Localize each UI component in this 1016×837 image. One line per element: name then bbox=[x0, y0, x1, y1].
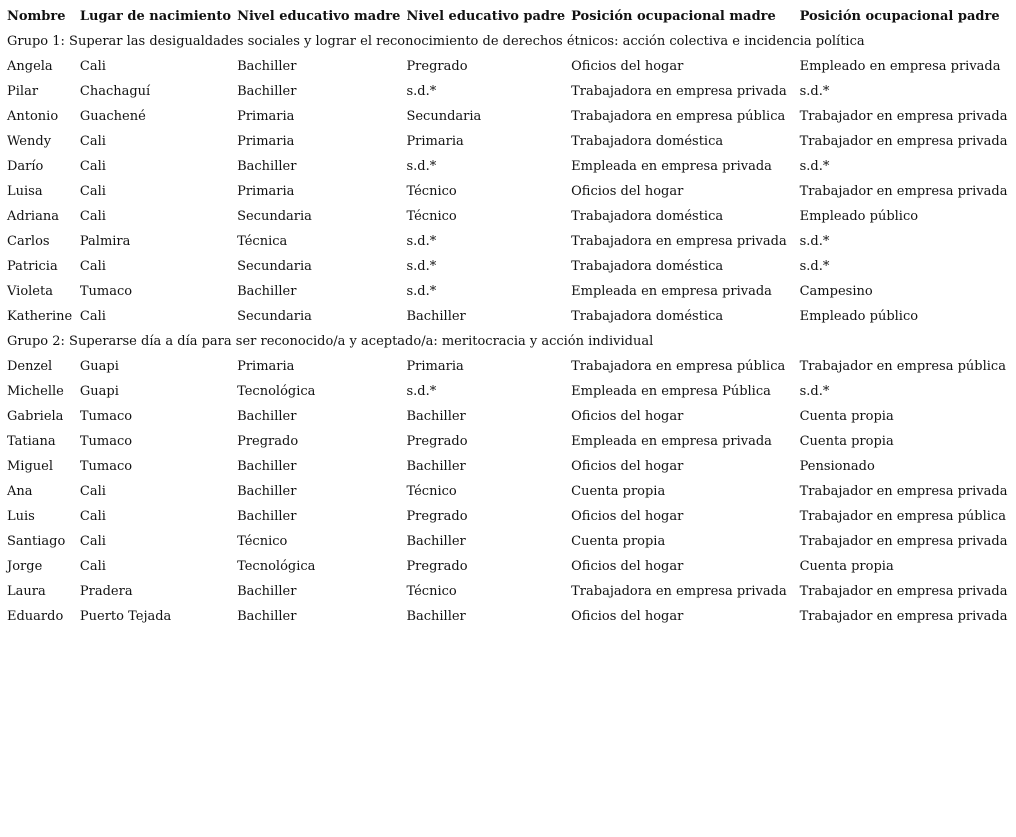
cell-lugar-de-nacimiento: Chachaguí bbox=[79, 84, 151, 99]
cell-posicion-ocupacional-padre: s.d.* bbox=[799, 259, 830, 274]
cell-posicion-ocupacional-madre: Empleada en empresa privada bbox=[571, 284, 772, 299]
cell-posicion-ocupacional-padre: s.d.* bbox=[799, 84, 830, 99]
cell-nivel-educativo-madre: Primaria bbox=[237, 359, 295, 374]
cell-posicion-ocupacional-madre: Oficios del hogar bbox=[571, 459, 684, 474]
cell-posicion-ocupacional-padre: Trabajador en empresa privada bbox=[799, 584, 1008, 599]
cell-lugar-de-nacimiento: Tumaco bbox=[79, 434, 133, 449]
cell-nombre: Gabriela bbox=[7, 409, 64, 424]
cell-posicion-ocupacional-madre: Trabajadora en empresa pública bbox=[571, 109, 786, 124]
cell-nivel-educativo-madre: Bachiller bbox=[237, 284, 297, 299]
cell-nombre: Jorge bbox=[7, 559, 43, 574]
cell-posicion-ocupacional-padre: Trabajador en empresa privada bbox=[799, 109, 1008, 124]
cell-nombre: Adriana bbox=[7, 209, 59, 224]
table-row bbox=[1, 79, 1016, 104]
cell-nivel-educativo-padre: s.d.* bbox=[406, 384, 437, 399]
cell-nivel-educativo-padre: Bachiller bbox=[406, 459, 466, 474]
group-title: Grupo 1: Superar las desigualdades sociales y lograr el reconocimiento de derechos étnicos: acción colectiva e incidencia política bbox=[7, 34, 865, 49]
table-row bbox=[1, 479, 1016, 504]
table-row bbox=[1, 579, 1016, 604]
cell-posicion-ocupacional-madre: Oficios del hogar bbox=[571, 59, 684, 74]
cell-lugar-de-nacimiento: Cali bbox=[79, 184, 106, 199]
cell-lugar-de-nacimiento: Guachené bbox=[79, 109, 146, 124]
cell-nivel-educativo-padre: s.d.* bbox=[406, 284, 437, 299]
cell-nivel-educativo-madre: Bachiller bbox=[237, 409, 297, 424]
cell-nombre: Denzel bbox=[7, 359, 53, 374]
table-row bbox=[1, 529, 1016, 554]
cell-nivel-educativo-padre: Primaria bbox=[406, 134, 464, 149]
cell-posicion-ocupacional-madre: Trabajadora en empresa privada bbox=[571, 234, 787, 249]
column-header-nivel-educativo-madre: Nivel educativo madre bbox=[237, 9, 401, 24]
cell-lugar-de-nacimiento: Cali bbox=[79, 509, 106, 524]
cell-posicion-ocupacional-padre: Empleado público bbox=[799, 209, 919, 224]
table-body bbox=[1, 29, 1016, 629]
table-row bbox=[1, 554, 1016, 579]
cell-nivel-educativo-madre: Bachiller bbox=[237, 59, 297, 74]
cell-nombre: Darío bbox=[7, 159, 44, 174]
cell-nivel-educativo-madre: Bachiller bbox=[237, 459, 297, 474]
cell-posicion-ocupacional-madre: Cuenta propia bbox=[571, 484, 666, 499]
cell-posicion-ocupacional-madre: Trabajadora en empresa privada bbox=[571, 584, 787, 599]
cell-nivel-educativo-padre: s.d.* bbox=[406, 259, 437, 274]
table-row bbox=[1, 429, 1016, 454]
cell-posicion-ocupacional-padre: Trabajador en empresa pública bbox=[799, 509, 1006, 524]
cell-nivel-educativo-madre: Pregrado bbox=[237, 434, 299, 449]
table-row bbox=[1, 604, 1016, 629]
cell-nivel-educativo-padre: Bachiller bbox=[406, 534, 466, 549]
cell-nivel-educativo-padre: Pregrado bbox=[406, 509, 468, 524]
cell-posicion-ocupacional-madre: Empleada en empresa privada bbox=[571, 159, 772, 174]
cell-lugar-de-nacimiento: Tumaco bbox=[79, 284, 133, 299]
participants-table bbox=[1, 4, 1016, 629]
cell-posicion-ocupacional-padre: Trabajador en empresa privada bbox=[799, 184, 1008, 199]
cell-nombre: Angela bbox=[7, 59, 53, 74]
cell-lugar-de-nacimiento: Cali bbox=[79, 309, 106, 324]
cell-nivel-educativo-madre: Primaria bbox=[237, 134, 295, 149]
table-row bbox=[1, 354, 1016, 379]
cell-nivel-educativo-padre: s.d.* bbox=[406, 84, 437, 99]
cell-lugar-de-nacimiento: Cali bbox=[79, 259, 106, 274]
cell-nivel-educativo-padre: Técnico bbox=[406, 484, 457, 499]
cell-nombre: Tatiana bbox=[7, 434, 56, 449]
header-row bbox=[1, 4, 1016, 29]
cell-nombre: Santiago bbox=[7, 534, 66, 549]
cell-nombre: Luis bbox=[7, 509, 35, 524]
cell-lugar-de-nacimiento: Tumaco bbox=[79, 409, 133, 424]
cell-posicion-ocupacional-madre: Oficios del hogar bbox=[571, 184, 684, 199]
table-row bbox=[1, 54, 1016, 79]
cell-posicion-ocupacional-madre: Trabajadora doméstica bbox=[571, 309, 724, 324]
cell-nombre: Katherine bbox=[7, 309, 73, 324]
cell-nivel-educativo-padre: Primaria bbox=[406, 359, 464, 374]
cell-lugar-de-nacimiento: Cali bbox=[79, 209, 106, 224]
cell-posicion-ocupacional-madre: Oficios del hogar bbox=[571, 609, 684, 624]
cell-posicion-ocupacional-madre: Oficios del hogar bbox=[571, 409, 684, 424]
cell-nivel-educativo-padre: Bachiller bbox=[406, 409, 466, 424]
cell-posicion-ocupacional-madre: Trabajadora doméstica bbox=[571, 209, 724, 224]
cell-posicion-ocupacional-padre: Pensionado bbox=[799, 459, 875, 474]
cell-nivel-educativo-madre: Bachiller bbox=[237, 484, 297, 499]
table-row bbox=[1, 154, 1016, 179]
cell-posicion-ocupacional-madre: Trabajadora doméstica bbox=[571, 134, 724, 149]
cell-lugar-de-nacimiento: Guapi bbox=[79, 384, 119, 399]
cell-posicion-ocupacional-madre: Oficios del hogar bbox=[571, 559, 684, 574]
cell-posicion-ocupacional-madre: Trabajadora en empresa pública bbox=[571, 359, 786, 374]
cell-posicion-ocupacional-padre: Trabajador en empresa pública bbox=[799, 359, 1006, 374]
cell-nivel-educativo-padre: s.d.* bbox=[406, 234, 437, 249]
cell-nivel-educativo-madre: Secundaria bbox=[237, 259, 312, 274]
column-header-nombre: Nombre bbox=[7, 9, 66, 24]
cell-lugar-de-nacimiento: Puerto Tejada bbox=[79, 609, 172, 624]
cell-nivel-educativo-padre: Secundaria bbox=[406, 109, 482, 124]
cell-nombre: Ana bbox=[7, 484, 33, 499]
cell-nivel-educativo-padre: Pregrado bbox=[406, 434, 468, 449]
cell-posicion-ocupacional-madre: Trabajadora en empresa privada bbox=[571, 84, 787, 99]
cell-posicion-ocupacional-madre: Empleada en empresa Pública bbox=[571, 384, 771, 399]
cell-nivel-educativo-padre: Pregrado bbox=[406, 559, 468, 574]
table-row bbox=[1, 129, 1016, 154]
table-row bbox=[1, 204, 1016, 229]
cell-posicion-ocupacional-madre: Oficios del hogar bbox=[571, 509, 684, 524]
table-row bbox=[1, 179, 1016, 204]
cell-posicion-ocupacional-padre: Cuenta propia bbox=[799, 434, 894, 449]
cell-nivel-educativo-padre: s.d.* bbox=[406, 159, 437, 174]
cell-posicion-ocupacional-padre: Trabajador en empresa privada bbox=[799, 134, 1008, 149]
cell-nombre: Patricia bbox=[7, 259, 58, 274]
group-header-row bbox=[1, 29, 1016, 54]
column-header-nivel-educativo-padre: Nivel educativo padre bbox=[406, 9, 566, 24]
cell-nivel-educativo-padre: Técnico bbox=[406, 584, 457, 599]
cell-nombre: Laura bbox=[7, 584, 46, 599]
table-row bbox=[1, 229, 1016, 254]
cell-posicion-ocupacional-padre: Empleado en empresa privada bbox=[799, 59, 1001, 74]
cell-nombre: Luisa bbox=[7, 184, 43, 199]
cell-nivel-educativo-madre: Técnica bbox=[237, 234, 288, 249]
group-header-row bbox=[1, 329, 1016, 354]
cell-nivel-educativo-madre: Bachiller bbox=[237, 584, 297, 599]
cell-posicion-ocupacional-padre: Trabajador en empresa privada bbox=[799, 484, 1008, 499]
cell-lugar-de-nacimiento: Cali bbox=[79, 134, 106, 149]
table-row bbox=[1, 254, 1016, 279]
column-header-posicion-ocupacional-madre: Posición ocupacional madre bbox=[571, 9, 776, 24]
cell-lugar-de-nacimiento: Cali bbox=[79, 484, 106, 499]
cell-nivel-educativo-madre: Tecnológica bbox=[237, 559, 316, 574]
cell-posicion-ocupacional-madre: Empleada en empresa privada bbox=[571, 434, 772, 449]
cell-posicion-ocupacional-padre: s.d.* bbox=[799, 384, 830, 399]
table-row bbox=[1, 304, 1016, 329]
cell-nivel-educativo-madre: Bachiller bbox=[237, 159, 297, 174]
cell-posicion-ocupacional-padre: s.d.* bbox=[799, 234, 830, 249]
table-row bbox=[1, 279, 1016, 304]
cell-posicion-ocupacional-padre: Cuenta propia bbox=[799, 409, 894, 424]
column-header-lugar-de-nacimiento: Lugar de nacimiento bbox=[79, 9, 232, 24]
cell-nivel-educativo-madre: Bachiller bbox=[237, 609, 297, 624]
cell-posicion-ocupacional-padre: Empleado público bbox=[799, 309, 919, 324]
cell-posicion-ocupacional-padre: Cuenta propia bbox=[799, 559, 894, 574]
table-row bbox=[1, 404, 1016, 429]
cell-posicion-ocupacional-madre: Trabajadora doméstica bbox=[571, 259, 724, 274]
cell-lugar-de-nacimiento: Guapi bbox=[79, 359, 119, 374]
cell-lugar-de-nacimiento: Cali bbox=[79, 59, 106, 74]
cell-posicion-ocupacional-padre: s.d.* bbox=[799, 159, 830, 174]
cell-posicion-ocupacional-madre: Cuenta propia bbox=[571, 534, 666, 549]
cell-nivel-educativo-madre: Bachiller bbox=[237, 509, 297, 524]
cell-nivel-educativo-padre: Pregrado bbox=[406, 59, 468, 74]
table-row bbox=[1, 504, 1016, 529]
cell-nombre: Violeta bbox=[7, 284, 53, 299]
cell-lugar-de-nacimiento: Palmira bbox=[79, 234, 131, 249]
cell-nombre: Wendy bbox=[7, 134, 52, 149]
table-row bbox=[1, 379, 1016, 404]
cell-nivel-educativo-madre: Secundaria bbox=[237, 309, 312, 324]
column-header-posicion-ocupacional-padre: Posición ocupacional padre bbox=[799, 9, 1000, 24]
cell-lugar-de-nacimiento: Pradera bbox=[79, 584, 133, 599]
cell-nombre: Eduardo bbox=[7, 609, 64, 624]
cell-posicion-ocupacional-padre: Trabajador en empresa privada bbox=[799, 609, 1008, 624]
cell-nombre: Miguel bbox=[7, 459, 54, 474]
group-title: Grupo 2: Superarse día a día para ser reconocido/a y aceptado/a: meritocracia y acción individual bbox=[7, 334, 654, 349]
cell-nivel-educativo-padre: Técnico bbox=[406, 184, 457, 199]
cell-nivel-educativo-madre: Secundaria bbox=[237, 209, 312, 224]
cell-lugar-de-nacimiento: Cali bbox=[79, 559, 106, 574]
table-row bbox=[1, 104, 1016, 129]
cell-nivel-educativo-madre: Primaria bbox=[237, 109, 295, 124]
cell-nivel-educativo-padre: Bachiller bbox=[406, 609, 466, 624]
cell-nivel-educativo-madre: Bachiller bbox=[237, 84, 297, 99]
cell-posicion-ocupacional-padre: Campesino bbox=[799, 284, 873, 299]
cell-nombre: Carlos bbox=[7, 234, 50, 249]
cell-nivel-educativo-madre: Primaria bbox=[237, 184, 295, 199]
cell-nombre: Antonio bbox=[7, 109, 59, 124]
cell-nivel-educativo-madre: Técnico bbox=[237, 534, 288, 549]
cell-nombre: Pilar bbox=[7, 84, 39, 99]
table-row bbox=[1, 454, 1016, 479]
cell-lugar-de-nacimiento: Tumaco bbox=[79, 459, 133, 474]
cell-nivel-educativo-madre: Tecnológica bbox=[237, 384, 316, 399]
cell-nivel-educativo-padre: Bachiller bbox=[406, 309, 466, 324]
cell-lugar-de-nacimiento: Cali bbox=[79, 159, 106, 174]
cell-nivel-educativo-padre: Técnico bbox=[406, 209, 457, 224]
cell-nombre: Michelle bbox=[7, 384, 64, 399]
cell-lugar-de-nacimiento: Cali bbox=[79, 534, 106, 549]
cell-posicion-ocupacional-padre: Trabajador en empresa privada bbox=[799, 534, 1008, 549]
